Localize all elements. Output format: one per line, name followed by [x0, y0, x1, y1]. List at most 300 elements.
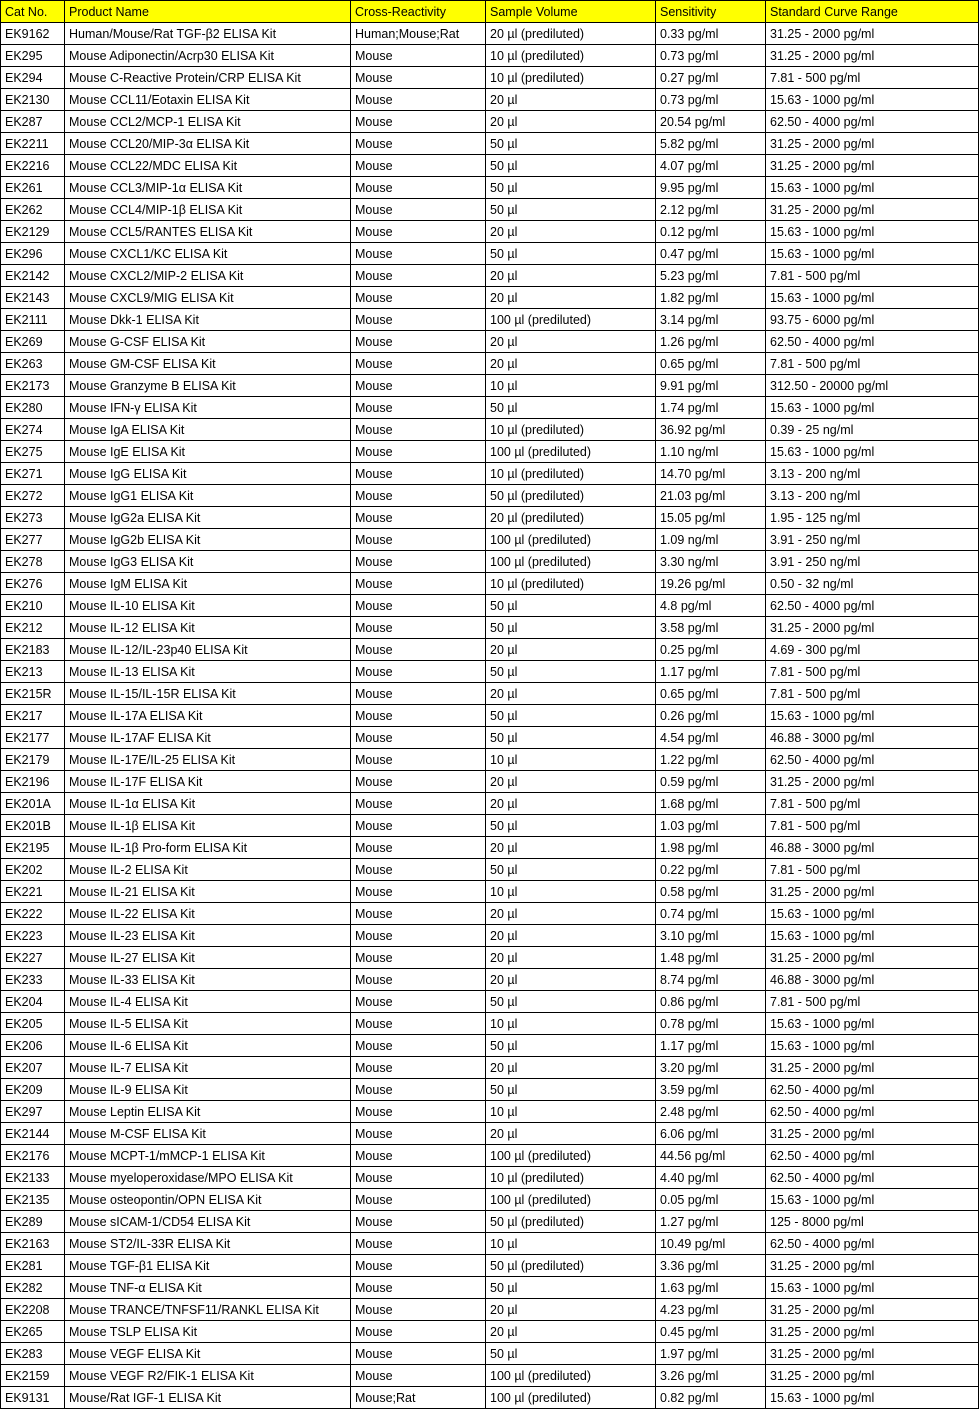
- table-cell: 1.26 pg/ml: [656, 331, 766, 353]
- table-cell: Mouse Adiponectin/Acrp30 ELISA Kit: [65, 45, 351, 67]
- table-cell: 3.13 - 200 ng/ml: [766, 463, 979, 485]
- table-cell: 50 µl (prediluted): [486, 1211, 656, 1233]
- table-row: [1, 991, 979, 1013]
- table-cell: 62.50 - 4000 pg/ml: [766, 595, 979, 617]
- table-cell: 7.81 - 500 pg/ml: [766, 793, 979, 815]
- table-cell: Mouse: [351, 727, 486, 749]
- table-row: [1, 837, 979, 859]
- table-cell: Mouse: [351, 793, 486, 815]
- table-cell: Mouse IL-6 ELISA Kit: [65, 1035, 351, 1057]
- table-row: [1, 881, 979, 903]
- table-cell: 0.82 pg/ml: [656, 1387, 766, 1409]
- table-cell: Mouse: [351, 463, 486, 485]
- table-cell: 50 µl: [486, 397, 656, 419]
- table-cell: 0.45 pg/ml: [656, 1321, 766, 1343]
- table-cell: 46.88 - 3000 pg/ml: [766, 727, 979, 749]
- table-cell: EK272: [1, 485, 65, 507]
- table-row: [1, 1057, 979, 1079]
- table-cell: Mouse: [351, 595, 486, 617]
- table-cell: Mouse: [351, 639, 486, 661]
- table-cell: 20 µl: [486, 331, 656, 353]
- table-row: [1, 1343, 979, 1365]
- table-cell: Mouse: [351, 1079, 486, 1101]
- table-cell: Mouse IgG ELISA Kit: [65, 463, 351, 485]
- table-row: [1, 771, 979, 793]
- table-cell: 10 µl: [486, 1233, 656, 1255]
- table-row: [1, 1211, 979, 1233]
- table-cell: 62.50 - 4000 pg/ml: [766, 1233, 979, 1255]
- table-cell: Mouse GM-CSF ELISA Kit: [65, 353, 351, 375]
- table-row: [1, 551, 979, 573]
- table-cell: 15.63 - 1000 pg/ml: [766, 705, 979, 727]
- table-cell: Mouse Dkk-1 ELISA Kit: [65, 309, 351, 331]
- table-cell: 20 µl: [486, 683, 656, 705]
- table-cell: 46.88 - 3000 pg/ml: [766, 969, 979, 991]
- table-row: [1, 353, 979, 375]
- table-cell: 9.91 pg/ml: [656, 375, 766, 397]
- table-cell: 31.25 - 2000 pg/ml: [766, 45, 979, 67]
- table-row: [1, 529, 979, 551]
- table-cell: Mouse IgM ELISA Kit: [65, 573, 351, 595]
- table-cell: Mouse: [351, 1299, 486, 1321]
- table-cell: 15.63 - 1000 pg/ml: [766, 1387, 979, 1409]
- table-cell: 15.63 - 1000 pg/ml: [766, 903, 979, 925]
- table-cell: EK2143: [1, 287, 65, 309]
- table-cell: EK262: [1, 199, 65, 221]
- table-header-row: [1, 1, 979, 23]
- table-cell: 20 µl: [486, 287, 656, 309]
- table-cell: 15.63 - 1000 pg/ml: [766, 1189, 979, 1211]
- table-cell: 50 µl: [486, 815, 656, 837]
- table-cell: 0.26 pg/ml: [656, 705, 766, 727]
- table-cell: Mouse IgE ELISA Kit: [65, 441, 351, 463]
- table-cell: 50 µl: [486, 991, 656, 1013]
- table-body: [1, 23, 979, 1409]
- column-header: Sensitivity: [656, 1, 766, 23]
- table-cell: Mouse ST2/IL-33R ELISA Kit: [65, 1233, 351, 1255]
- table-cell: EK2159: [1, 1365, 65, 1387]
- table-cell: 100 µl (prediluted): [486, 1189, 656, 1211]
- table-cell: 15.63 - 1000 pg/ml: [766, 925, 979, 947]
- table-cell: 31.25 - 2000 pg/ml: [766, 771, 979, 793]
- table-cell: 100 µl (prediluted): [486, 1145, 656, 1167]
- table-cell: EK227: [1, 947, 65, 969]
- table-row: [1, 331, 979, 353]
- table-cell: 31.25 - 2000 pg/ml: [766, 1365, 979, 1387]
- table-cell: 3.26 pg/ml: [656, 1365, 766, 1387]
- table-cell: 1.48 pg/ml: [656, 947, 766, 969]
- table-cell: 1.10 ng/ml: [656, 441, 766, 463]
- table-cell: 20 µl: [486, 925, 656, 947]
- table-cell: 3.91 - 250 ng/ml: [766, 551, 979, 573]
- table-cell: 10 µl: [486, 881, 656, 903]
- table-cell: 20 µl (prediluted): [486, 23, 656, 45]
- table-cell: Mouse IL-27 ELISA Kit: [65, 947, 351, 969]
- table-cell: EK2133: [1, 1167, 65, 1189]
- table-cell: 1.09 ng/ml: [656, 529, 766, 551]
- table-cell: Mouse IL-9 ELISA Kit: [65, 1079, 351, 1101]
- table-cell: 5.23 pg/ml: [656, 265, 766, 287]
- table-cell: 0.05 pg/ml: [656, 1189, 766, 1211]
- table-cell: 7.81 - 500 pg/ml: [766, 859, 979, 881]
- table-cell: EK275: [1, 441, 65, 463]
- table-cell: 20 µl: [486, 793, 656, 815]
- table-cell: Mouse: [351, 1145, 486, 1167]
- table-cell: EK278: [1, 551, 65, 573]
- table-row: [1, 661, 979, 683]
- table-cell: Mouse IL-5 ELISA Kit: [65, 1013, 351, 1035]
- table-cell: 0.65 pg/ml: [656, 353, 766, 375]
- table-cell: 15.63 - 1000 pg/ml: [766, 243, 979, 265]
- table-cell: 4.23 pg/ml: [656, 1299, 766, 1321]
- table-cell: Mouse: [351, 375, 486, 397]
- table-cell: Mouse: [351, 1321, 486, 1343]
- table-cell: EK212: [1, 617, 65, 639]
- table-cell: EK296: [1, 243, 65, 265]
- column-header: Sample Volume: [486, 1, 656, 23]
- table-cell: 36.92 pg/ml: [656, 419, 766, 441]
- table-cell: Mouse IL-17A ELISA Kit: [65, 705, 351, 727]
- table-cell: 312.50 - 20000 pg/ml: [766, 375, 979, 397]
- table-cell: 31.25 - 2000 pg/ml: [766, 1299, 979, 1321]
- table-cell: EK2173: [1, 375, 65, 397]
- table-cell: Mouse CCL4/MIP-1β ELISA Kit: [65, 199, 351, 221]
- table-cell: 1.63 pg/ml: [656, 1277, 766, 1299]
- table-cell: Mouse: [351, 815, 486, 837]
- table-cell: EK2216: [1, 155, 65, 177]
- table-cell: 15.05 pg/ml: [656, 507, 766, 529]
- table-cell: EK283: [1, 1343, 65, 1365]
- table-cell: 31.25 - 2000 pg/ml: [766, 1123, 979, 1145]
- table-cell: 0.39 - 25 ng/ml: [766, 419, 979, 441]
- table-cell: Mouse IL-22 ELISA Kit: [65, 903, 351, 925]
- table-row: [1, 639, 979, 661]
- table-row: [1, 441, 979, 463]
- table-cell: EK215R: [1, 683, 65, 705]
- table-cell: 50 µl: [486, 1035, 656, 1057]
- table-cell: 6.06 pg/ml: [656, 1123, 766, 1145]
- table-row: [1, 199, 979, 221]
- table-cell: 20 µl (prediluted): [486, 507, 656, 529]
- table-cell: Mouse: [351, 837, 486, 859]
- table-cell: EK202: [1, 859, 65, 881]
- table-cell: 7.81 - 500 pg/ml: [766, 683, 979, 705]
- table-cell: 50 µl: [486, 661, 656, 683]
- table-cell: EK2135: [1, 1189, 65, 1211]
- table-cell: Mouse CXCL2/MIP-2 ELISA Kit: [65, 265, 351, 287]
- table-cell: EK9162: [1, 23, 65, 45]
- table-cell: 1.74 pg/ml: [656, 397, 766, 419]
- table-cell: 20 µl: [486, 837, 656, 859]
- table-cell: 50 µl: [486, 155, 656, 177]
- table-cell: Mouse: [351, 507, 486, 529]
- table-cell: 10.49 pg/ml: [656, 1233, 766, 1255]
- table-cell: Mouse CCL3/MIP-1α ELISA Kit: [65, 177, 351, 199]
- table-row: [1, 1013, 979, 1035]
- table-cell: 20 µl: [486, 1123, 656, 1145]
- table-cell: EK2208: [1, 1299, 65, 1321]
- table-cell: Mouse: [351, 199, 486, 221]
- table-cell: EK274: [1, 419, 65, 441]
- table-cell: 15.63 - 1000 pg/ml: [766, 1013, 979, 1035]
- table-cell: 7.81 - 500 pg/ml: [766, 353, 979, 375]
- table-cell: 0.25 pg/ml: [656, 639, 766, 661]
- table-cell: Mouse: [351, 67, 486, 89]
- table-cell: Mouse C-Reactive Protein/CRP ELISA Kit: [65, 67, 351, 89]
- table-cell: Mouse: [351, 947, 486, 969]
- table-cell: 50 µl: [486, 1277, 656, 1299]
- table-cell: Mouse IFN-γ ELISA Kit: [65, 397, 351, 419]
- table-cell: 10 µl: [486, 749, 656, 771]
- table-cell: Mouse: [351, 661, 486, 683]
- table-cell: Mouse: [351, 155, 486, 177]
- table-cell: 20.54 pg/ml: [656, 111, 766, 133]
- table-cell: EK201A: [1, 793, 65, 815]
- table-cell: EK269: [1, 331, 65, 353]
- table-cell: Mouse CCL22/MDC ELISA Kit: [65, 155, 351, 177]
- table-cell: Mouse/Rat IGF-1 ELISA Kit: [65, 1387, 351, 1409]
- table-cell: Human;Mouse;Rat: [351, 23, 486, 45]
- table-row: [1, 1079, 979, 1101]
- table-cell: 20 µl: [486, 639, 656, 661]
- table-cell: 7.81 - 500 pg/ml: [766, 265, 979, 287]
- table-cell: 0.73 pg/ml: [656, 45, 766, 67]
- table-cell: 31.25 - 2000 pg/ml: [766, 199, 979, 221]
- table-cell: Mouse CCL11/Eotaxin ELISA Kit: [65, 89, 351, 111]
- table-cell: Mouse VEGF ELISA Kit: [65, 1343, 351, 1365]
- table-cell: EK9131: [1, 1387, 65, 1409]
- table-cell: Mouse IL-13 ELISA Kit: [65, 661, 351, 683]
- table-cell: EK2177: [1, 727, 65, 749]
- table-cell: EK222: [1, 903, 65, 925]
- table-cell: 20 µl: [486, 221, 656, 243]
- table-cell: 7.81 - 500 pg/ml: [766, 815, 979, 837]
- table-row: [1, 1365, 979, 1387]
- table-row: [1, 1321, 979, 1343]
- table-cell: Mouse;Rat: [351, 1387, 486, 1409]
- table-cell: EK294: [1, 67, 65, 89]
- table-cell: 100 µl (prediluted): [486, 1387, 656, 1409]
- table-cell: 4.69 - 300 pg/ml: [766, 639, 979, 661]
- table-cell: Mouse: [351, 331, 486, 353]
- table-cell: Mouse: [351, 397, 486, 419]
- table-row: [1, 947, 979, 969]
- table-cell: 62.50 - 4000 pg/ml: [766, 1167, 979, 1189]
- table-cell: 0.12 pg/ml: [656, 221, 766, 243]
- table-cell: EK297: [1, 1101, 65, 1123]
- table-cell: Mouse: [351, 1057, 486, 1079]
- table-cell: 46.88 - 3000 pg/ml: [766, 837, 979, 859]
- table-cell: EK2144: [1, 1123, 65, 1145]
- table-cell: 62.50 - 4000 pg/ml: [766, 1101, 979, 1123]
- table-cell: Mouse IL-12/IL-23p40 ELISA Kit: [65, 639, 351, 661]
- table-cell: 0.27 pg/ml: [656, 67, 766, 89]
- table-row: [1, 221, 979, 243]
- table-cell: Mouse: [351, 1035, 486, 1057]
- table-cell: 3.14 pg/ml: [656, 309, 766, 331]
- table-cell: Mouse: [351, 89, 486, 111]
- table-row: [1, 133, 979, 155]
- table-row: [1, 309, 979, 331]
- table-row: [1, 1123, 979, 1145]
- table-cell: EK204: [1, 991, 65, 1013]
- table-cell: Mouse IL-17F ELISA Kit: [65, 771, 351, 793]
- table-cell: Mouse: [351, 133, 486, 155]
- table-cell: 50 µl: [486, 199, 656, 221]
- table-cell: 62.50 - 4000 pg/ml: [766, 1145, 979, 1167]
- table-cell: 0.86 pg/ml: [656, 991, 766, 1013]
- table-cell: EK280: [1, 397, 65, 419]
- table-cell: EK2211: [1, 133, 65, 155]
- table-cell: EK2142: [1, 265, 65, 287]
- table-cell: Mouse IL-4 ELISA Kit: [65, 991, 351, 1013]
- table-row: [1, 727, 979, 749]
- table-cell: Mouse: [351, 1343, 486, 1365]
- table-cell: 3.36 pg/ml: [656, 1255, 766, 1277]
- table-row: [1, 375, 979, 397]
- table-cell: Mouse: [351, 529, 486, 551]
- table-cell: Mouse: [351, 1123, 486, 1145]
- table-cell: 50 µl: [486, 133, 656, 155]
- table-cell: 100 µl (prediluted): [486, 529, 656, 551]
- table-row: [1, 595, 979, 617]
- table-cell: EK209: [1, 1079, 65, 1101]
- table-cell: Mouse IL-1α ELISA Kit: [65, 793, 351, 815]
- table-cell: EK223: [1, 925, 65, 947]
- table-cell: 19.26 pg/ml: [656, 573, 766, 595]
- table-cell: EK289: [1, 1211, 65, 1233]
- table-row: [1, 683, 979, 705]
- table-cell: 1.82 pg/ml: [656, 287, 766, 309]
- table-cell: Mouse TSLP ELISA Kit: [65, 1321, 351, 1343]
- table-cell: 50 µl: [486, 1079, 656, 1101]
- table-cell: 1.97 pg/ml: [656, 1343, 766, 1365]
- table-cell: 0.65 pg/ml: [656, 683, 766, 705]
- table-row: [1, 1167, 979, 1189]
- table-row: [1, 969, 979, 991]
- table-row: [1, 265, 979, 287]
- table-cell: Mouse IL-23 ELISA Kit: [65, 925, 351, 947]
- table-cell: Mouse: [351, 309, 486, 331]
- table-cell: 20 µl: [486, 265, 656, 287]
- table-row: [1, 1101, 979, 1123]
- table-row: [1, 859, 979, 881]
- table-cell: 3.30 ng/ml: [656, 551, 766, 573]
- table-cell: Mouse: [351, 551, 486, 573]
- table-cell: 3.59 pg/ml: [656, 1079, 766, 1101]
- table-row: [1, 111, 979, 133]
- table-row: [1, 1145, 979, 1167]
- table-row: [1, 903, 979, 925]
- table-cell: Mouse: [351, 1189, 486, 1211]
- table-cell: 15.63 - 1000 pg/ml: [766, 89, 979, 111]
- table-cell: Mouse Leptin ELISA Kit: [65, 1101, 351, 1123]
- table-cell: Mouse TNF-α ELISA Kit: [65, 1277, 351, 1299]
- table-cell: 20 µl: [486, 1299, 656, 1321]
- table-cell: Mouse: [351, 991, 486, 1013]
- table-cell: 1.27 pg/ml: [656, 1211, 766, 1233]
- table-cell: 15.63 - 1000 pg/ml: [766, 287, 979, 309]
- table-cell: 10 µl (prediluted): [486, 1167, 656, 1189]
- table-cell: 50 µl (prediluted): [486, 485, 656, 507]
- table-cell: 1.17 pg/ml: [656, 1035, 766, 1057]
- table-cell: EK201B: [1, 815, 65, 837]
- table-cell: 62.50 - 4000 pg/ml: [766, 749, 979, 771]
- table-cell: Mouse CXCL9/MIG ELISA Kit: [65, 287, 351, 309]
- table-cell: 62.50 - 4000 pg/ml: [766, 111, 979, 133]
- table-cell: 31.25 - 2000 pg/ml: [766, 1255, 979, 1277]
- table-row: [1, 1233, 979, 1255]
- table-row: [1, 1035, 979, 1057]
- table-cell: Mouse: [351, 111, 486, 133]
- table-row: [1, 793, 979, 815]
- table-cell: EK2163: [1, 1233, 65, 1255]
- table-cell: 31.25 - 2000 pg/ml: [766, 881, 979, 903]
- table-cell: 15.63 - 1000 pg/ml: [766, 397, 979, 419]
- table-cell: 50 µl: [486, 617, 656, 639]
- column-header: Standard Curve Range: [766, 1, 979, 23]
- table-row: [1, 45, 979, 67]
- table-cell: 50 µl: [486, 243, 656, 265]
- table-cell: EK2129: [1, 221, 65, 243]
- table-cell: Mouse: [351, 221, 486, 243]
- table-cell: Mouse: [351, 353, 486, 375]
- table-cell: 20 µl: [486, 1321, 656, 1343]
- table-cell: 3.91 - 250 ng/ml: [766, 529, 979, 551]
- table-cell: Mouse: [351, 859, 486, 881]
- table-cell: Mouse IgG3 ELISA Kit: [65, 551, 351, 573]
- table-row: [1, 397, 979, 419]
- table-cell: 10 µl (prediluted): [486, 463, 656, 485]
- table-cell: 2.48 pg/ml: [656, 1101, 766, 1123]
- table-cell: 20 µl: [486, 947, 656, 969]
- table-cell: 2.12 pg/ml: [656, 199, 766, 221]
- table-cell: Mouse myeloperoxidase/MPO ELISA Kit: [65, 1167, 351, 1189]
- table-cell: 0.22 pg/ml: [656, 859, 766, 881]
- table-cell: 62.50 - 4000 pg/ml: [766, 1079, 979, 1101]
- table-cell: 50 µl: [486, 595, 656, 617]
- table-cell: EK2176: [1, 1145, 65, 1167]
- table-cell: 0.73 pg/ml: [656, 89, 766, 111]
- table-cell: 100 µl (prediluted): [486, 441, 656, 463]
- table-row: [1, 419, 979, 441]
- table-cell: EK205: [1, 1013, 65, 1035]
- table-cell: EK2195: [1, 837, 65, 859]
- table-row: [1, 243, 979, 265]
- table-cell: 100 µl (prediluted): [486, 1365, 656, 1387]
- table-cell: Mouse: [351, 1013, 486, 1035]
- table-cell: EK2196: [1, 771, 65, 793]
- table-cell: EK287: [1, 111, 65, 133]
- table-cell: Mouse IL-21 ELISA Kit: [65, 881, 351, 903]
- table-cell: 44.56 pg/ml: [656, 1145, 766, 1167]
- table-cell: Mouse TGF-β1 ELISA Kit: [65, 1255, 351, 1277]
- table-cell: Mouse IL-10 ELISA Kit: [65, 595, 351, 617]
- table-cell: Mouse TRANCE/TNFSF11/RANKL ELISA Kit: [65, 1299, 351, 1321]
- table-cell: Mouse: [351, 771, 486, 793]
- table-cell: 0.33 pg/ml: [656, 23, 766, 45]
- table-cell: 10 µl (prediluted): [486, 67, 656, 89]
- table-row: [1, 155, 979, 177]
- table-cell: EK277: [1, 529, 65, 551]
- table-cell: 5.82 pg/ml: [656, 133, 766, 155]
- table-row: [1, 23, 979, 45]
- table-cell: 125 - 8000 pg/ml: [766, 1211, 979, 1233]
- table-header: [1, 1, 979, 23]
- table-cell: 1.17 pg/ml: [656, 661, 766, 683]
- table-row: [1, 705, 979, 727]
- table-row: [1, 1255, 979, 1277]
